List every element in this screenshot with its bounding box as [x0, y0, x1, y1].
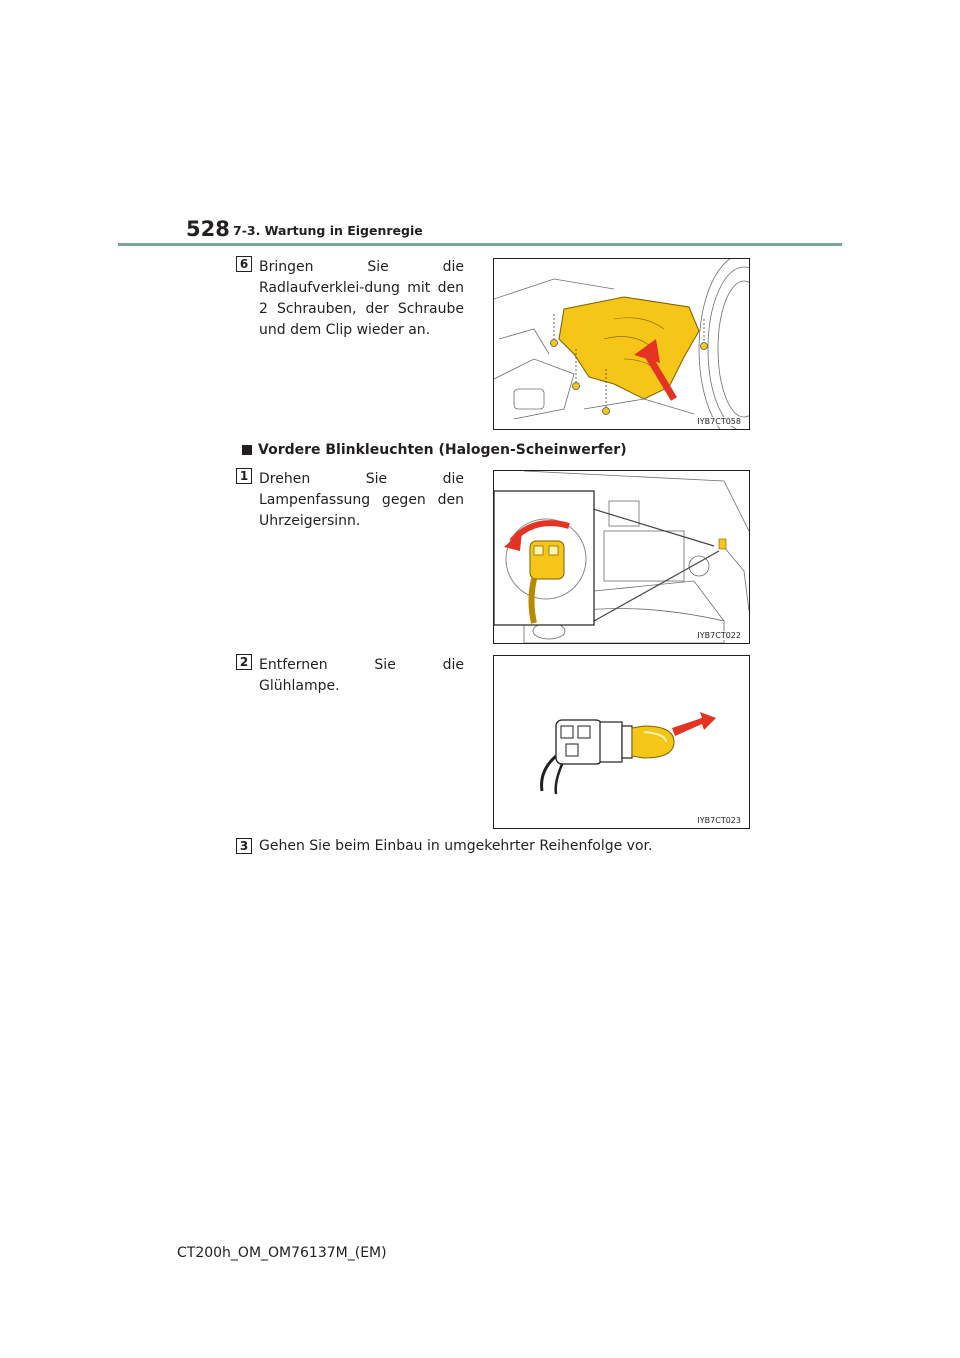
page-number: 528: [186, 217, 230, 241]
figure-code: IYB7CT058: [697, 417, 741, 426]
footer-doc-id: CT200h_OM_OM76137M_(EM): [177, 1245, 387, 1261]
bullet-square: [242, 445, 252, 455]
figure-wheel-liner: [493, 258, 750, 430]
step-1-text: Drehen Sie die Lampenfassung gegen den Uhrzeigersinn.: [259, 471, 464, 529]
step-2-text: Entfernen Sie die Glühlampe.: [259, 657, 464, 694]
section-title: 7-3. Wartung in Eigenregie: [233, 223, 423, 238]
figure-lamp-socket: [493, 470, 750, 644]
step-badge-6: 6: [236, 256, 252, 272]
header-rule: [118, 243, 842, 246]
step-badge-3: 3: [236, 838, 252, 854]
step-3-text: Gehen Sie beim Einbau in umgekehrter Reihenfolge vor.: [259, 838, 653, 854]
step-badge-1: 1: [236, 468, 252, 484]
step-6-text: Bringen Sie die Radlaufverklei-dung mit den 2 Schrauben, der Schraube und dem Clip wieder an.: [259, 259, 464, 338]
step-badge-2: 2: [236, 654, 252, 670]
figure-code: IYB7CT022: [697, 631, 741, 640]
figure-bulb-removal: [493, 655, 750, 829]
figure-code: IYB7CT023: [697, 816, 741, 825]
section-heading: Vordere Blinkleuchten (Halogen-Scheinwerfer): [258, 442, 627, 458]
